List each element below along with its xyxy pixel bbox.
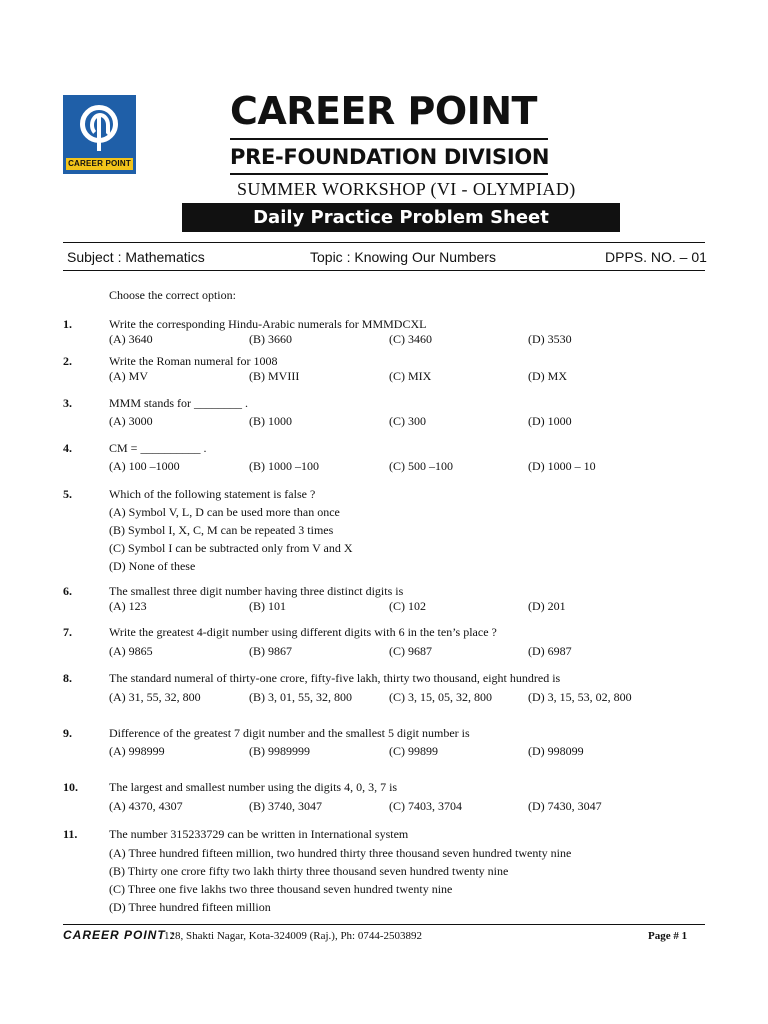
division-title: PRE-FOUNDATION DIVISION [230,145,550,169]
footer-address: 128, Shakti Nagar, Kota-324009 (Raj.), Ph: 0744-2503892 [164,930,423,942]
option-d: (D) 6987 [528,644,572,658]
sheet-title-bar: Daily Practice Problem Sheet [182,203,620,232]
header-rule [230,173,548,175]
option-a: (A) 100 –1000 [109,459,180,473]
option-d: (D) 1000 [528,414,572,428]
option-a: (A) MV [109,369,148,383]
subject-label: Subject : Mathematics [67,249,205,265]
option-b: (B) Thirty one crore fifty two lakh thirty three thousand seven hundred twenty nine [109,864,509,878]
question-number: 2. [63,354,72,368]
question-text: Which of the following statement is false ? [109,487,316,501]
question-number: 6. [63,584,72,598]
question-text: Write the corresponding Hindu-Arabic numerals for MMMDCXL [109,317,427,331]
question-number: 9. [63,726,72,740]
option-b: (B) 1000 –100 [249,459,319,473]
option-b: (B) 101 [249,599,286,613]
footer-brand: CAREER POINT : [63,928,176,942]
option-d: (D) MX [528,369,567,383]
option-b: (B) MVIII [249,369,300,383]
option-c: (C) 9687 [389,644,432,658]
option-d: (D) 1000 – 10 [528,459,596,473]
workshop-title: SUMMER WORKSHOP (VI - OLYMPIAD) [237,179,576,199]
option-b: (B) 9867 [249,644,292,658]
dpps-number: DPPS. NO. – 01 [605,249,707,265]
option-c: (C) 500 –100 [389,459,453,473]
option-d: (D) Three hundred fifteen million [109,900,271,914]
question-number: 10. [63,780,78,794]
option-d: (D) 3, 15, 53, 02, 800 [528,690,632,704]
option-b: (B) 3740, 3047 [249,799,322,813]
question-text: The smallest three digit number having three distinct digits is [109,584,404,598]
option-c: (C) 102 [389,599,426,613]
question-number: 1. [63,317,72,331]
question-number: 4. [63,441,72,455]
option-a: (A) 3640 [109,332,153,346]
brand-title: CAREER POINT [230,89,537,133]
statement-d: (D) None of these [109,559,196,573]
option-b: (B) 3, 01, 55, 32, 800 [249,690,352,704]
instruction-text: Choose the correct option: [109,288,236,302]
question-number: 11. [63,827,78,841]
logo-tag: CAREER POINT [66,158,133,170]
option-c: (C) 7403, 3704 [389,799,462,813]
option-a: (A) 9865 [109,644,153,658]
option-d: (D) 998099 [528,744,584,758]
statement-a: (A) Symbol V, L, D can be used more than once [109,505,340,519]
question-text: The standard numeral of thirty-one crore, fifty-five lakh, thirty two thousand, eight hundred is [109,671,561,685]
header-rule [230,138,548,140]
question-number: 8. [63,671,72,685]
question-text: Write the Roman numeral for 1008 [109,354,278,368]
option-d: (D) 201 [528,599,566,613]
option-a: (A) 998999 [109,744,165,758]
option-d: (D) 7430, 3047 [528,799,602,813]
question-text: CM = __________ . [109,441,207,455]
option-a: (A) 4370, 4307 [109,799,183,813]
career-point-logo [63,95,136,174]
question-text: MMM stands for ________ . [109,396,249,410]
option-a: (A) 3000 [109,414,153,428]
question-text: Write the greatest 4-digit number using different digits with 6 in the ten’s place ? [109,625,497,639]
option-b: (B) 1000 [249,414,292,428]
question-number: 3. [63,396,72,410]
option-a: (A) 123 [109,599,147,613]
option-c: (C) 3460 [389,332,432,346]
question-text: Difference of the greatest 7 digit number and the smallest 5 digit number is [109,726,470,740]
option-c: (C) MIX [389,369,432,383]
topic-label: Topic : Knowing Our Numbers [310,249,496,265]
option-c: (C) Three one five lakhs two three thousand seven hundred twenty nine [109,882,453,896]
footer-rule [63,924,705,925]
question-number: 5. [63,487,72,501]
question-number: 7. [63,625,72,639]
option-d: (D) 3530 [528,332,572,346]
logo-stem-shape [97,117,101,151]
question-text: The largest and smallest number using the digits 4, 0, 3, 7 is [109,780,398,794]
option-a: (A) Three hundred fifteen million, two hundred thirty three thousand seven hundred twenty nine [109,846,572,860]
meta-rule-bottom [63,270,705,271]
option-b: (B) 3660 [249,332,292,346]
option-a: (A) 31, 55, 32, 800 [109,690,201,704]
page-number: Page # 1 [648,930,688,942]
option-c: (C) 300 [389,414,426,428]
option-c: (C) 99899 [389,744,438,758]
meta-rule-top [63,242,705,243]
statement-c: (C) Symbol I can be subtracted only from V and X [109,541,353,555]
option-b: (B) 9989999 [249,744,310,758]
option-c: (C) 3, 15, 05, 32, 800 [389,690,492,704]
question-text: The number 315233729 can be written in International system [109,827,409,841]
statement-b: (B) Symbol I, X, C, M can be repeated 3 times [109,523,334,537]
